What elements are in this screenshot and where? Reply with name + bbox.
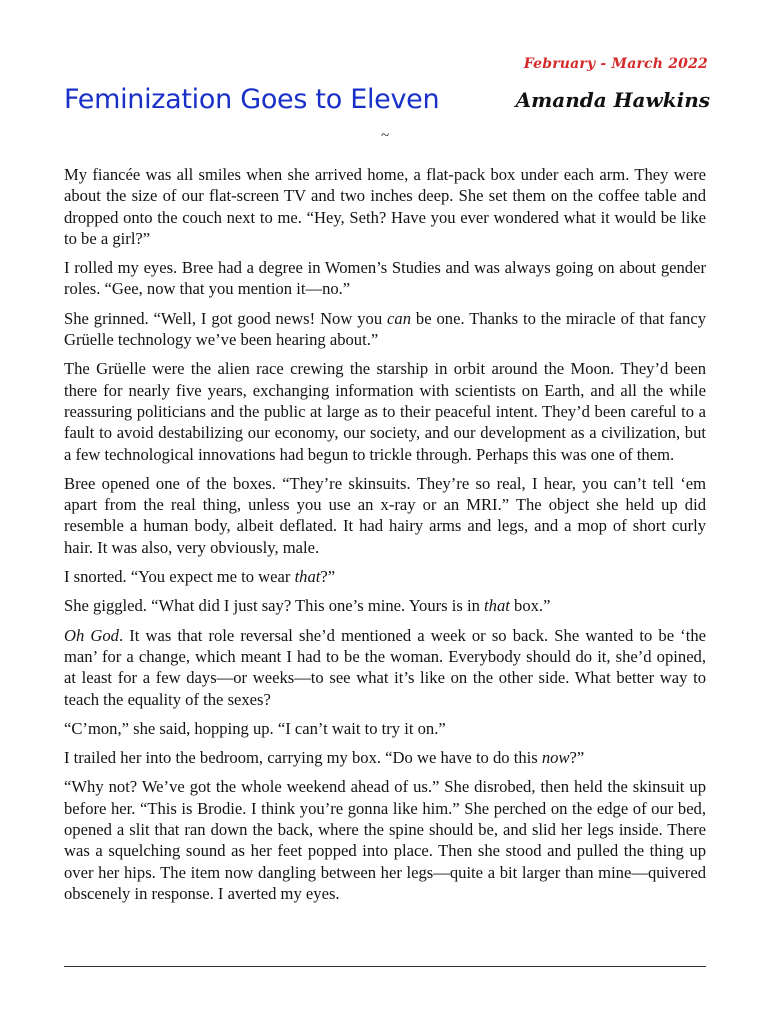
story-paragraph (64, 308, 706, 351)
paragraph-text: ?” (569, 748, 585, 768)
paragraph-text: My fiancée was all smiles when she arrived home, a flat-pack box under each arm. They were about the size of our flat-screen TV and two inches deep. She set them on the coffee table and dropped onto the couch next to me. “Hey, Seth? Have you ever wondered what it would be like to be a girl?” (64, 165, 706, 248)
paragraph-text: be one. Thanks to the miracle of that fancy Grüelle technology we’ve been hearing about.” (64, 308, 706, 350)
emphasis-text: now (541, 748, 570, 768)
story-paragraph (64, 718, 706, 739)
story-paragraph (64, 358, 706, 464)
paragraph-text: Bree opened one of the boxes. “They’re skinsuits. They’re so real, I hear, you can’t tell ‘em apart from the real thing, unless you use an x-ray or an MRI.” The object she held up did resemble a human body, albeit deflated. It had hairy arms and legs, and a mop of short curly hair. It was also, very obviously, male. (64, 473, 706, 557)
paragraph-text: ?” (320, 567, 336, 587)
emphasis-text: that (294, 567, 321, 587)
paragraph-text: “C’mon,” she said, hopping up. “I can’t wait to try it on.” (64, 718, 446, 738)
paragraph-text: I trailed her into the bedroom, carrying my box. “Do we have to do this (64, 748, 542, 768)
story-paragraph (64, 747, 706, 768)
story-paragraph (64, 164, 706, 249)
title-separator: ~ (380, 128, 390, 144)
story-paragraph (64, 595, 706, 616)
paragraph-text: box.” (509, 596, 551, 616)
emphasis-text: Oh God (64, 625, 119, 645)
story-paragraph (64, 566, 706, 587)
paragraph-text: She giggled. “What did I just say? This one’s mine. Yours is in (64, 596, 485, 616)
author-name: Amanda Hawkins (515, 88, 710, 112)
story-paragraph (64, 625, 706, 710)
issue-date: February - March 2022 (523, 56, 708, 72)
paragraph-text: She grinned. “Well, I got good news! Now you (64, 308, 388, 328)
paragraph-text: I rolled my eyes. Bree had a degree in Women’s Studies and was always going on about gender roles. “Gee, now that you mention it—no.” (64, 258, 706, 299)
paragraph-text: “Why not? We’ve got the whole weekend ahead of us.” She disrobed, then held the skinsuit up before her. “This is Brodie. I think you’re gonna like him.” She perched on the edge of our bed, opened a slit that ran down the back, where the spine should be, and slid her legs inside. There was a squelching sound as her feet popped into place. Then she stood and pulled the thing up over her hips. The item now dangling between her legs—quite a bit larger than mine—quivered obscenely in response. I averted my eyes. (64, 777, 706, 903)
story-title: Feminization Goes to Eleven (64, 84, 440, 115)
emphasis-text: that (484, 596, 510, 616)
paragraph-text: I snorted. “You expect me to wear (64, 567, 295, 587)
paragraph-text: . It was that role reversal she’d mentioned a week or so back. She wanted to be ‘the man’ for a change, which meant I had to be the woman. Everybody should do it, she’d opined, at least for a few days—or weeks—to see what it’s like on the other side. What better way to teach the equality of the sexes? (64, 625, 706, 709)
paragraph-text: The Grüelle were the alien race crewing the starship in orbit around the Moon. They’d been there for nearly five years, exchanging information with scientists on Earth, and all the while reassuring politicians and the public at large as to their peaceful intent. They’d been careful to a fault to avoid destabilizing our economy, our society, and our development as a civilization, but a few technological innovations had begun to trickle through. Perhaps this was one of them. (64, 359, 706, 464)
story-body (64, 164, 706, 912)
story-paragraph (64, 473, 706, 558)
footer-rule (64, 966, 706, 967)
emphasis-text: can (387, 308, 412, 328)
story-paragraph (64, 257, 706, 300)
story-paragraph (64, 776, 706, 904)
